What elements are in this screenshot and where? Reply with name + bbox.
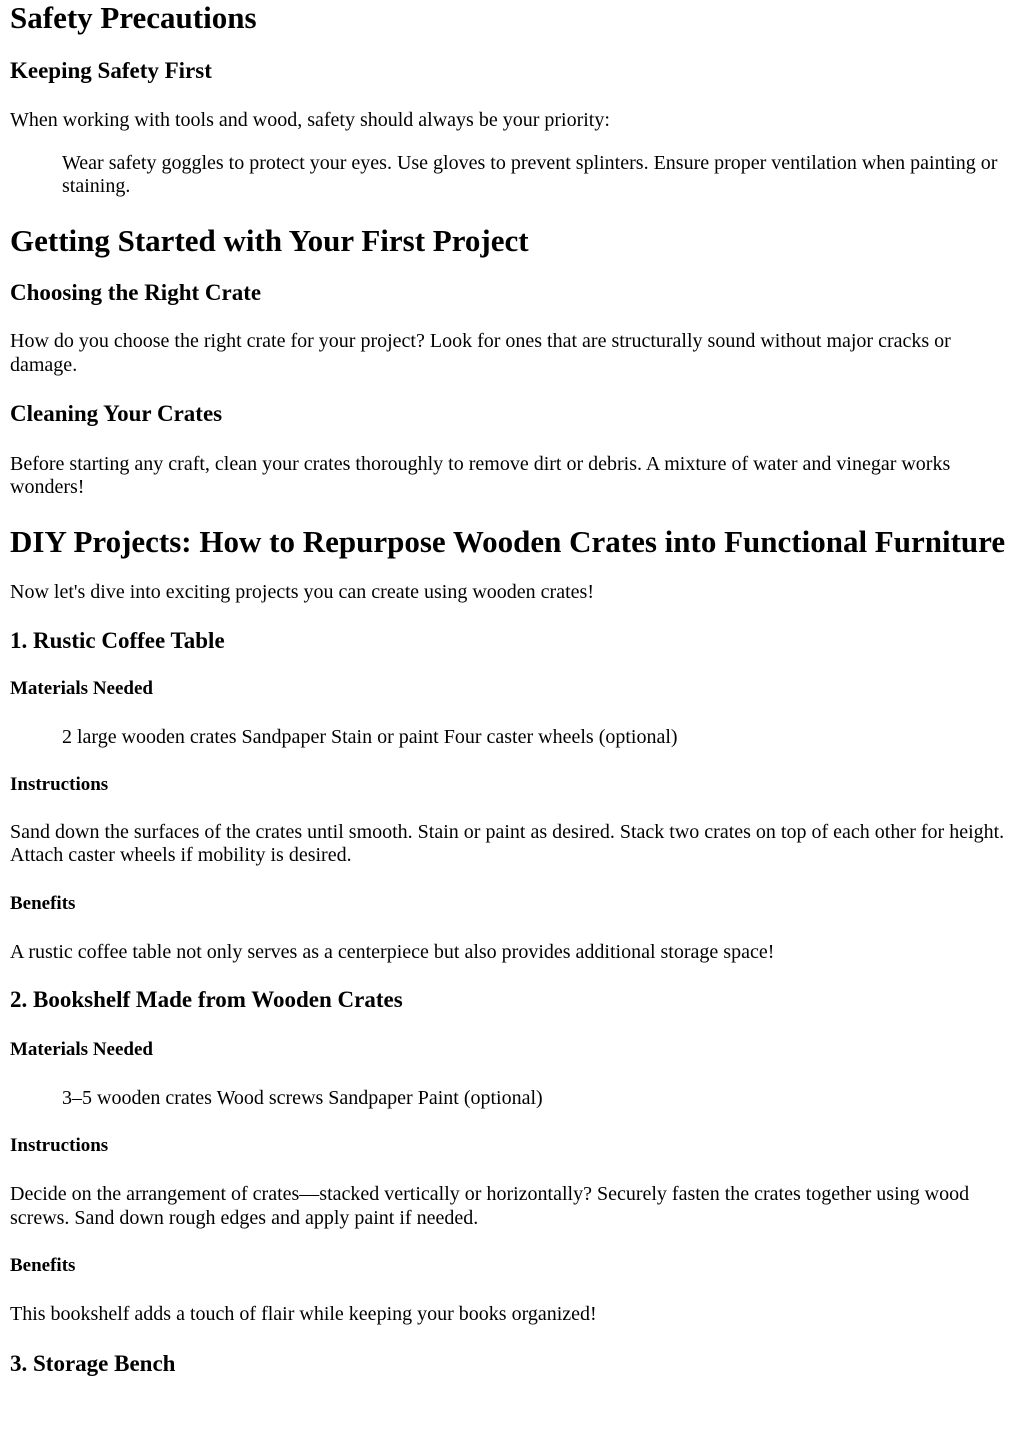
section-title-diy-projects: DIY Projects: How to Repurpose Wooden Crates into Functional Furniture xyxy=(10,523,1006,559)
materials-list: 3–5 wooden crates Wood screws Sandpaper Paint (optional) xyxy=(62,1086,543,1109)
instructions-paragraph: Decide on the arrangement of crates—stacked vertically or horizontally? Securely fasten the crates together using wood screws. Sand down rough edges and apply paint if needed. xyxy=(10,1183,970,1229)
choosing-paragraph: How do you choose the right crate for your project? Look for ones that are structurally sound without major cracks or damage. xyxy=(10,329,951,376)
materials-heading: Materials Needed xyxy=(10,1038,153,1060)
safety-tips-list: Wear safety goggles to protect your eyes. Use gloves to prevent splinters. Ensure proper ventilation when painting or staining. xyxy=(62,151,998,198)
instructions-heading: Instructions xyxy=(10,773,109,795)
subsection-title-cleaning: Cleaning Your Crates xyxy=(10,401,223,427)
safety-intro-paragraph: When working with tools and wood, safety should always be your priority: xyxy=(10,109,610,132)
instructions-heading: Instructions xyxy=(10,1135,109,1157)
project-title-coffee-table: 1. Rustic Coffee Table xyxy=(10,627,225,653)
cleaning-paragraph: Before starting any craft, clean your crates thoroughly to remove dirt or debris. A mixture of water and vinegar works wonders! xyxy=(10,452,951,499)
benefits-heading: Benefits xyxy=(10,892,76,914)
materials-list: 2 large wooden crates Sandpaper Stain or paint Four caster wheels (optional) xyxy=(62,726,678,749)
diy-intro-paragraph: Now let's dive into exciting projects you can create using wooden crates! xyxy=(10,581,594,604)
project-title-bookshelf: 2. Bookshelf Made from Wooden Crates xyxy=(10,987,403,1013)
benefits-heading: Benefits xyxy=(10,1255,76,1277)
instructions-paragraph: Sand down the surfaces of the crates until smooth. Stain or paint as desired. Stack two crates on top of each other for height. Attach caster wheels if mobility is desired. xyxy=(10,820,1005,867)
materials-heading: Materials Needed xyxy=(10,678,153,700)
project-title-storage-bench: 3. Storage Bench xyxy=(10,1350,176,1376)
subsection-title-keeping-safety: Keeping Safety First xyxy=(10,57,212,83)
benefits-paragraph: A rustic coffee table not only serves as a centerpiece but also provides additional storage space! xyxy=(10,940,775,963)
section-title-safety: Safety Precautions xyxy=(10,0,257,35)
benefits-paragraph: This bookshelf adds a touch of flair while keeping your books organized! xyxy=(10,1303,597,1326)
section-title-getting-started: Getting Started with Your First Project xyxy=(10,222,529,258)
subsection-title-choosing: Choosing the Right Crate xyxy=(10,279,262,305)
